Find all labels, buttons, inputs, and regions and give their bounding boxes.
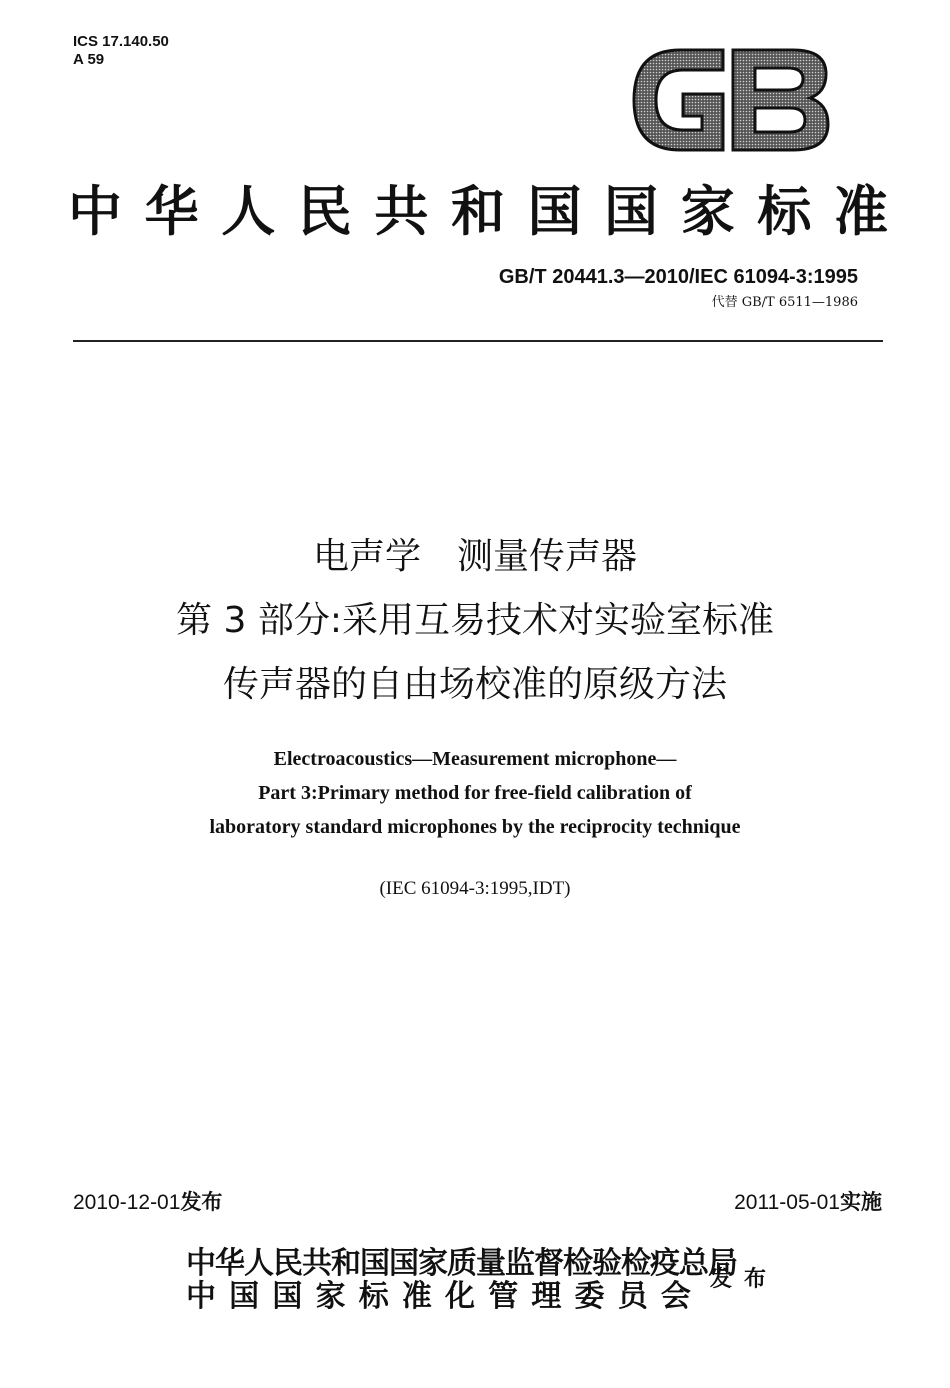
title-char: 民: [297, 178, 352, 243]
issuer-char: 准: [401, 1279, 432, 1314]
issue-date: [73, 1186, 222, 1216]
equivalence-note: (IEC 61094-3:1995,IDT): [379, 878, 571, 899]
english-title-line-2: Part 3:Primary method for free-field calibration of: [258, 782, 692, 804]
chinese-title-line-2: 第 3 部分:采用互易技术对实验室标准: [176, 600, 774, 641]
issuer-char: 理: [531, 1279, 562, 1314]
title-char: 中: [68, 178, 122, 243]
issuer-char: 国: [272, 1279, 303, 1314]
publish-label: 发布: [710, 1266, 779, 1292]
issuer-char: 中: [186, 1279, 216, 1314]
issuer-char: 家: [315, 1279, 346, 1314]
issuer-char: 管: [488, 1279, 519, 1314]
issuer-char: 会: [660, 1279, 691, 1314]
issuer-line-2: [186, 1279, 691, 1315]
english-title-line-1: Electroacoustics—Measurement microphone—: [273, 748, 677, 770]
issuer-line-1: 中华人民共和国国家质量监督检验检疫总局: [186, 1246, 737, 1281]
issue-date-value: 2010-12-01: [73, 1191, 181, 1214]
national-standard-title: [68, 172, 888, 242]
gb-logo: [628, 44, 833, 156]
issuer-char: 化: [445, 1279, 476, 1314]
header-divider: [73, 340, 883, 342]
chinese-title-line-1: 电声学 测量传声器: [312, 536, 637, 577]
issuer-char: 员: [617, 1279, 648, 1314]
english-title-line-3: laboratory standard microphones by the reciprocity technique: [209, 816, 741, 838]
effective-label: 实施: [840, 1190, 882, 1214]
ccs-code: A 59: [73, 51, 105, 68]
english-title: [0, 742, 950, 844]
standard-number: GB/T 20441.3—2010/IEC 61094-3:1995: [498, 266, 858, 288]
issuer-char: 标: [358, 1279, 389, 1314]
title-char: 共: [374, 178, 429, 243]
issuer-char: 国: [229, 1279, 260, 1314]
issue-label: 发布: [180, 1190, 223, 1214]
effective-date-value: 2011-05-01: [734, 1191, 840, 1214]
title-char: 准: [833, 178, 888, 243]
classification-codes: [73, 33, 169, 69]
title-char: 和: [450, 178, 505, 243]
title-char: 华: [144, 178, 199, 243]
title-char: 人: [221, 178, 276, 243]
chinese-title-line-3: 传声器的自由场校准的原级方法: [222, 664, 727, 705]
effective-date: [734, 1186, 882, 1216]
title-char: 国: [527, 178, 582, 243]
title-char: 国: [604, 178, 659, 243]
title-char: 家: [680, 178, 735, 243]
ics-code: ICS 17.140.50: [73, 33, 169, 50]
replaces-standard: 代替 GB/T 6511—1986: [711, 295, 858, 310]
issuer-char: 委: [574, 1279, 605, 1314]
title-char: 标: [757, 178, 812, 243]
